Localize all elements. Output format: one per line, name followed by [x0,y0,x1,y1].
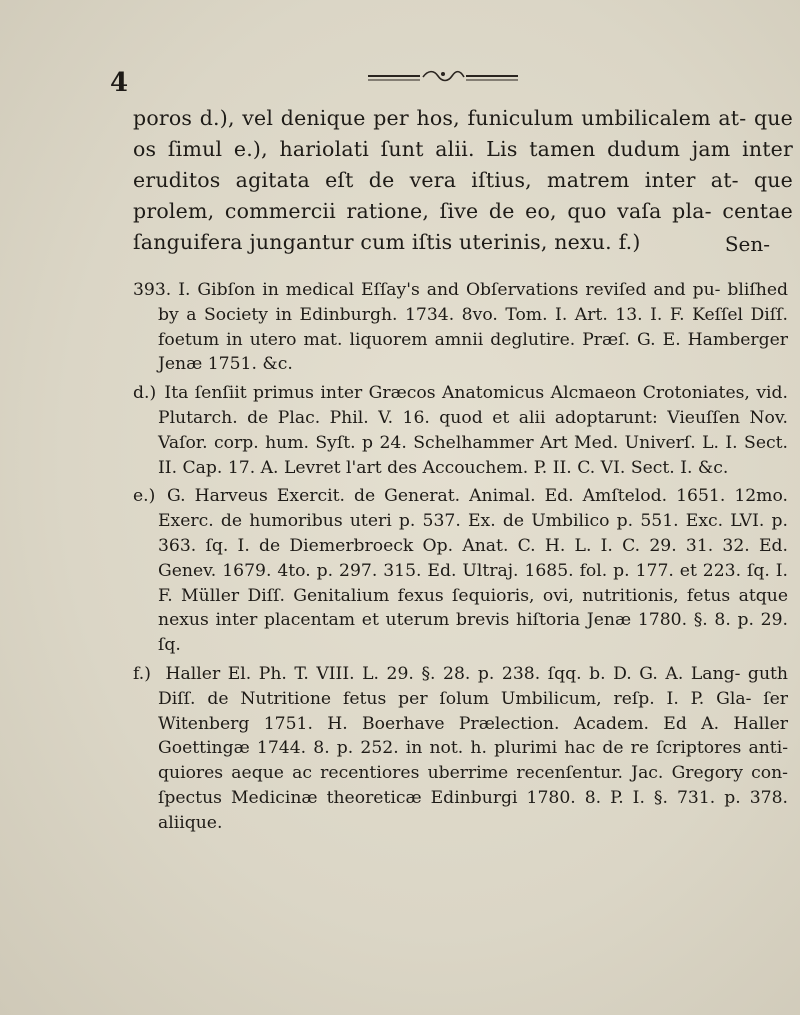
footnote-text: Haller El. Ph. T. VIII. L. 29. §. 28. p. 238. ſqq. b. D. G. A. Lang- guth Diſſ. de Nutritione fetus per ſolum Umbilicum, reſp. I. P. Gla- ſer Witenberg 1751. H. Boerhave Prælection. Academ. Ed A. Haller Goettingæ 1744. 8. p. 252. in not. h. plurimi hac de re ſcriptores anti- quiores aeque ac recentiores uberrime recenſentur. Jac. Gregory con- ſpectus Medicinæ theoreticæ Edinburgi 1780. 8. P. I. §. 731. p. 378. aliique. [158,663,788,833]
page-number: 4 [110,68,129,98]
footnote [133,484,788,658]
main-paragraph [133,103,793,258]
footnotes [133,278,788,840]
ornament-rule-icon [368,68,518,84]
footnote [133,278,788,377]
page-header [0,50,800,98]
footnote [133,381,788,480]
main-paragraph-text: poros d.), vel denique per hos, funiculum umbilicalem at- que os ſimul e.), hariolati ſunt alii. Lis tamen dudum jam inter eruditos agitata eſt de vera iſtius, matrem inter at- que prolem, commercii ratione, ſive de eo, quo vaſa pla- centae ſanguifera jungantur cum iſtis uterinis, nexu. f.) [133,106,793,254]
footnote [133,662,788,836]
catchword: Sen- [724,232,770,256]
footnote-marker: 393. [133,280,172,300]
footnote-text: I. Gibſon in medical Eſſay's and Obſervations reviſed and pu- bliſhed by a Society in Edinburgh. 1734. 8vo. Tom. I. Art. 13. I. F. Keſſel Diſſ. foetum in utero mat. liquorem amnii deglutire. Præſ. G. E. Hamberger Jenæ 1751. &c. [158,280,788,375]
footnote-marker: d.) [133,383,157,404]
footnote-text: Ita ſenſiit primus inter Græcos Anatomicus Alcmaeon Crotoniates, vid. Plutarch. de Plac. Phil. V. 16. quod et alii adoptarunt: Vieuſſen Nov. Vaſor. corp. hum. Syſt. p 24. Schelhammer Art Med. Univerſ. L. I. Sect. II. Cap. 17. A. Levret l'art des Accouchem. P. II. C. VI. Sect. I. &c. [158,383,788,478]
footnote-marker: f.) [133,663,151,684]
footnote-marker: e.) [133,486,156,507]
footnote-text: G. Harveus Exercit. de Generat. Animal. Ed. Amſtelod. 1651. 12mo. Exerc. de humoribus uteri p. 537. Ex. de Umbilico p. 551. Exc. LVI. p. 363. ſq. I. de Diemerbroeck Op. Anat. C. H. L. I. C. 29. 31. 32. Ed. Genev. 1679. 4to. p. 297. 315. Ed. Ultraj. 1685. fol. p. 177. et 223. ſq. I. F. Müller Diſſ. Genitalium fexus ſequioris, ovi, nutritionis, fetus atque nexus inter placentam et uterum brevis hiſtoria Jenæ 1780. §. 8. p. 29. ſq. [158,486,788,656]
